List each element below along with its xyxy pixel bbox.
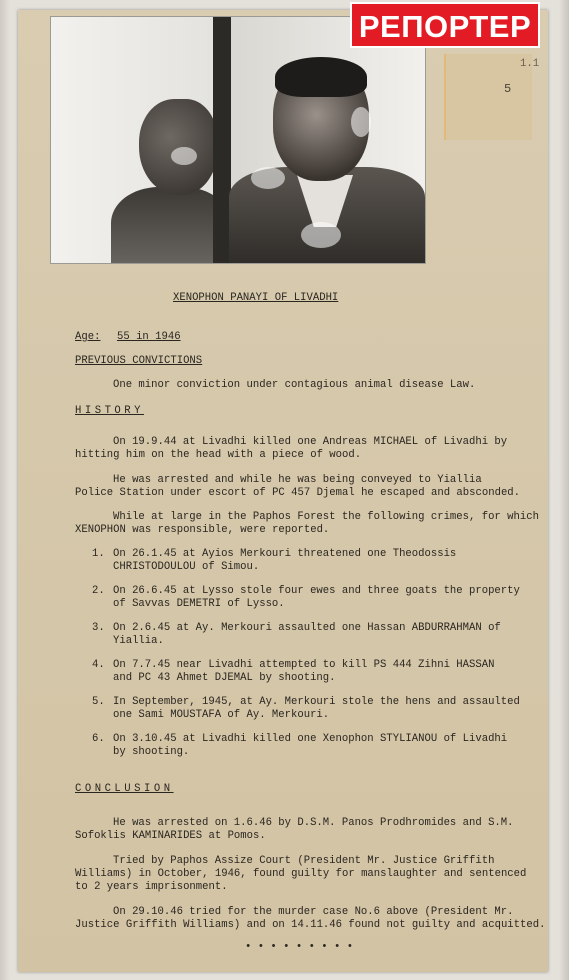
crime-line: one Sami MOUSTAFA of Ay. Merkouri. xyxy=(113,709,330,721)
photo-damage xyxy=(171,147,197,165)
crime-number: 6. xyxy=(92,733,105,745)
photo-damage xyxy=(351,107,371,137)
history-para3-line1: While at large in the Paphos Forest the following crimes, for which xyxy=(113,511,539,523)
crime-line: of Savvas DEMETRI of Lysso. xyxy=(113,598,285,610)
photo-damage xyxy=(301,222,341,248)
conclusion-para2-line3: to 2 years imprisonment. xyxy=(75,881,228,893)
crime-line: Yiallia. xyxy=(113,635,164,647)
conclusion-para2-line2: Williams) in October, 1946, found guilty for manslaughter and sentenced xyxy=(75,868,527,880)
crime-line: On 3.10.45 at Livadhi killed one Xenophon STYLIANOU of Livadhi xyxy=(113,733,508,745)
history-para2-line2: Police Station under escort of PC 457 Djemal he escaped and absconded. xyxy=(75,487,521,499)
history-heading: HISTORY xyxy=(75,405,145,417)
age-value: 55 in 1946 xyxy=(117,331,181,343)
history-para1-line2: hitting him on the head with a piece of wood. xyxy=(75,449,362,461)
crime-number: 5. xyxy=(92,696,105,708)
crime-line: On 26.6.45 at Lysso stole four ewes and three goats the property xyxy=(113,585,520,597)
end-of-document-mark: • • • • • • • • • xyxy=(245,941,354,953)
crime-line: and PC 43 Ahmet DJEMAL by shooting. xyxy=(113,672,336,684)
history-para1-line1: On 19.9.44 at Livadhi killed one Andreas MICHAEL of Livadhi by xyxy=(113,436,508,448)
crime-line: On 7.7.45 near Livadhi attempted to kill PS 444 Zihni HASSAN xyxy=(113,659,495,671)
conclusion-heading: CONCLUSION xyxy=(75,783,174,795)
crime-line: by shooting. xyxy=(113,746,190,758)
document-title: XENOPHON PANAYI OF LIVADHI xyxy=(173,292,339,304)
crime-line: CHRISTODOULOU of Simou. xyxy=(113,561,260,573)
photo-damage xyxy=(251,167,285,189)
previous-convictions-text: One minor conviction under contagious animal disease Law. xyxy=(113,379,476,391)
previous-convictions-heading: PREVIOUS CONVICTIONS xyxy=(75,355,203,367)
crime-number: 4. xyxy=(92,659,105,671)
history-para2-line1: He was arrested and while he was being conveyed to Yiallia xyxy=(113,474,482,486)
conclusion-para2-line1: Tried by Paphos Assize Court (President Mr. Justice Griffith xyxy=(113,855,495,867)
history-para3-line2: XENOPHON was responsible, were reported. xyxy=(75,524,330,536)
reporter-logo: РЕПОРТЕР xyxy=(350,2,540,48)
crime-line: In September, 1945, at Ay. Merkouri stole the hens and assaulted xyxy=(113,696,520,708)
conclusion-para3-line2: Justice Griffith Williams) and on 14.11.46 found not guilty and acquitted. xyxy=(75,919,546,931)
index-card-small-number: 1.1 xyxy=(520,58,540,70)
crime-line: On 26.1.45 at Ayios Merkouri threatened one Theodossis xyxy=(113,548,457,560)
front-hair xyxy=(275,57,367,97)
index-card xyxy=(444,54,532,140)
conclusion-para3-line1: On 29.10.46 tried for the murder case No.6 above (President Mr. xyxy=(113,906,514,918)
crime-line: On 2.6.45 at Ay. Merkouri assaulted one Hassan ABDURRAHMAN of xyxy=(113,622,501,634)
crime-number: 3. xyxy=(92,622,105,634)
crime-number: 1. xyxy=(92,548,105,560)
conclusion-para1-line1: He was arrested on 1.6.46 by D.S.M. Panos Prodhromides and S.M. xyxy=(113,817,514,829)
conclusion-para1-line2: Sofoklis KAMINARIDES at Pomos. xyxy=(75,830,266,842)
mugshot-photo xyxy=(50,16,426,264)
age-label: Age: xyxy=(75,331,101,343)
crime-number: 2. xyxy=(92,585,105,597)
index-card-number: 5 xyxy=(504,82,512,96)
